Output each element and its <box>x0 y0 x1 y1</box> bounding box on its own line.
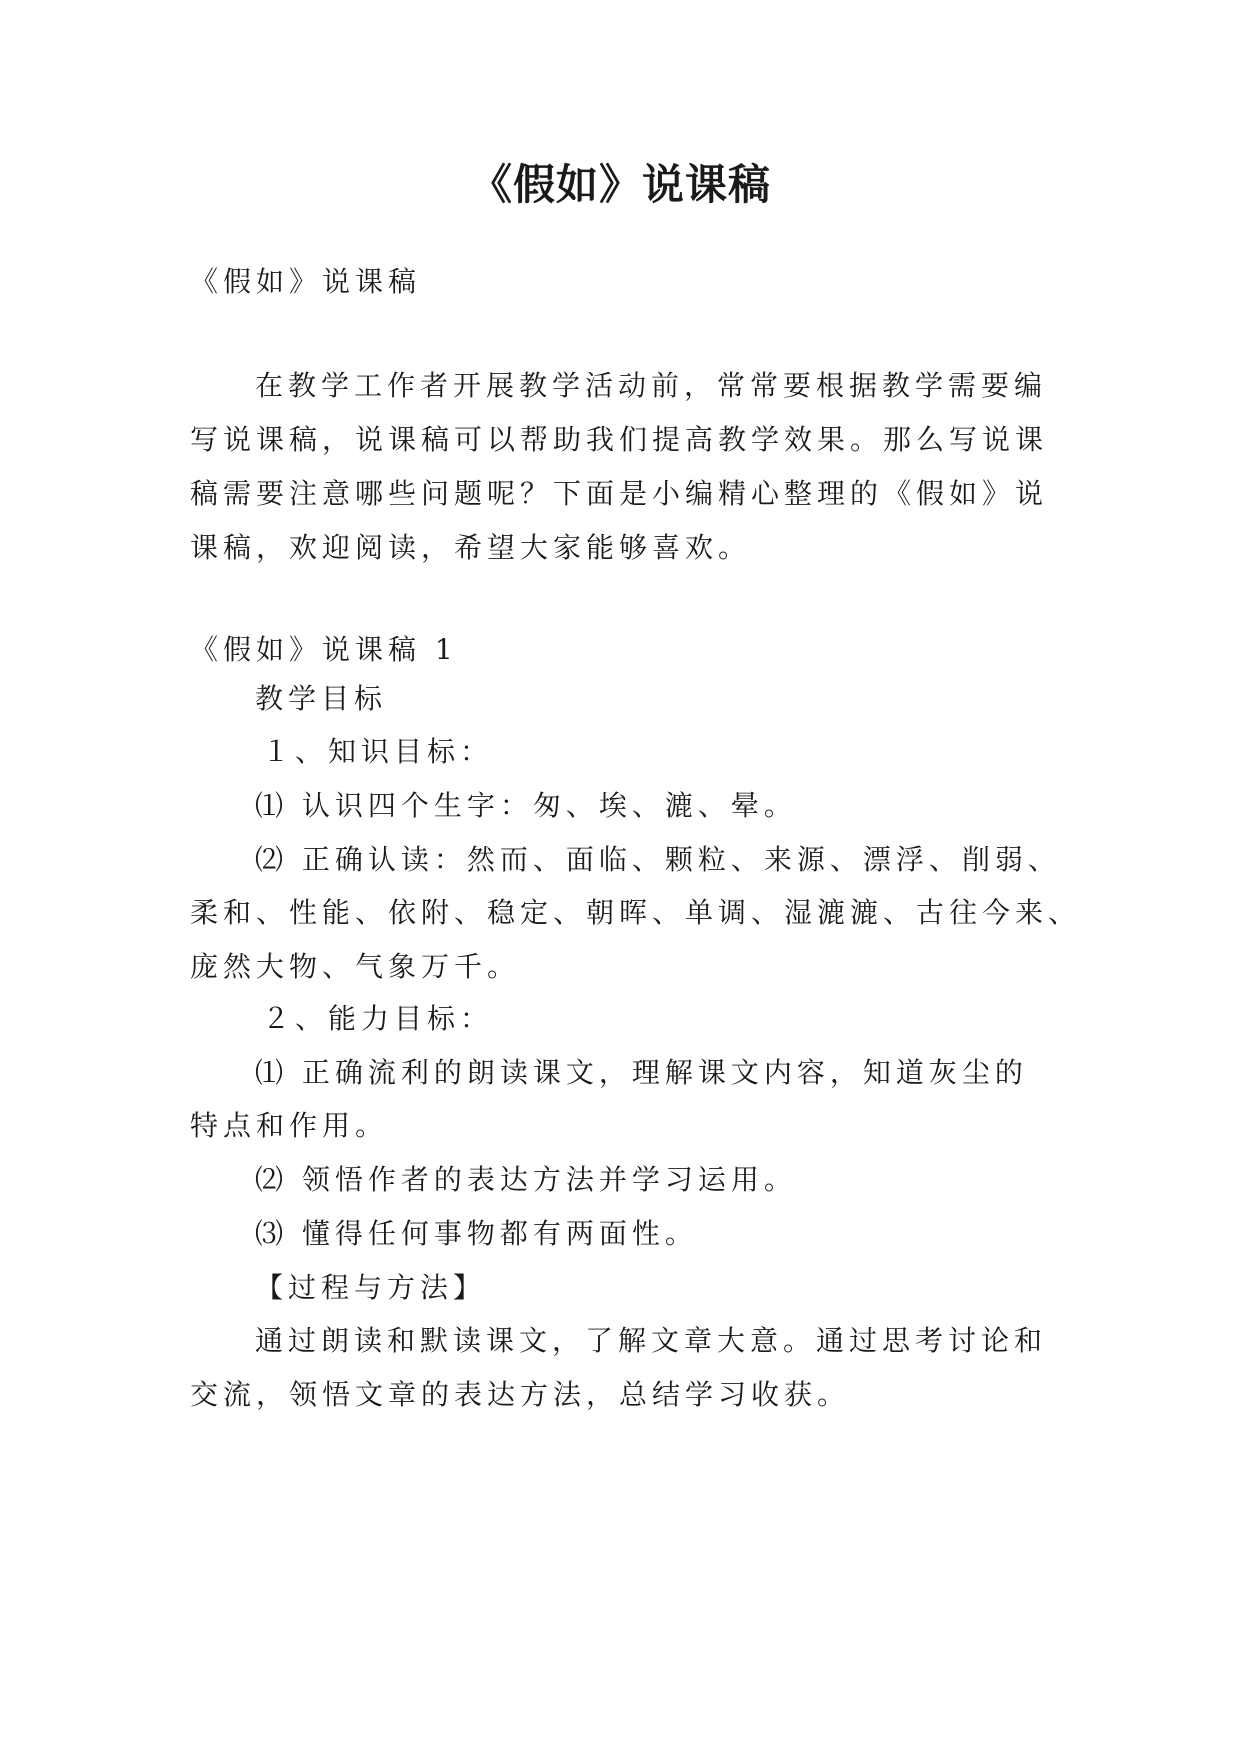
ability-item-1-line-1: ⑴ 正确流利的朗读课文，理解课文内容，知道灰尘的 <box>255 1056 1028 1089</box>
knowledge-item-2-line-1: ⑵ 正确认读：然而、面临、颗粒、来源、漂浮、削弱、 <box>255 843 1061 876</box>
ability-item-2: ⑵ 领悟作者的表达方法并学习运用。 <box>255 1163 797 1196</box>
process-line-1: 通过朗读和默读课文，了解文章大意。通过思考讨论和 <box>255 1324 1048 1357</box>
knowledge-item-2-line-2: 柔和、性能、依附、稳定、朝晖、单调、湿漉漉、古往今来、 <box>190 896 1082 929</box>
knowledge-item-2-line-3: 庞然大物、气象万千。 <box>190 950 521 983</box>
ability-item-3: ⑶ 懂得任何事物都有两面性。 <box>255 1217 698 1250</box>
process-line-2: 交流，领悟文章的表达方法，总结学习收获。 <box>190 1378 851 1411</box>
document-title: 《假如》说课稿 <box>469 160 771 209</box>
teaching-goal-heading: 教学目标 <box>255 682 388 715</box>
knowledge-goal-heading: １、知识目标： <box>262 735 494 768</box>
ability-item-1-line-2: 特点和作用。 <box>190 1109 389 1142</box>
section1-heading: 《假如》说课稿 1 <box>190 633 458 666</box>
document-subtitle: 《假如》说课稿 <box>190 265 422 298</box>
intro-line-3: 稿需要注意哪些问题呢？下面是小编精心整理的《假如》说 <box>190 477 1049 510</box>
intro-line-1: 在教学工作者开展教学活动前，常常要根据教学需要编 <box>255 369 1048 402</box>
process-heading: 【过程与方法】 <box>255 1271 487 1304</box>
knowledge-item-1: ⑴ 认识四个生字：匆、埃、漉、晕。 <box>255 789 797 822</box>
intro-line-4: 课稿，欢迎阅读，希望大家能够喜欢。 <box>190 531 752 564</box>
intro-line-2: 写说课稿，说课稿可以帮助我们提高教学效果。那么写说课 <box>190 423 1049 456</box>
ability-goal-heading: ２、能力目标： <box>262 1002 494 1035</box>
